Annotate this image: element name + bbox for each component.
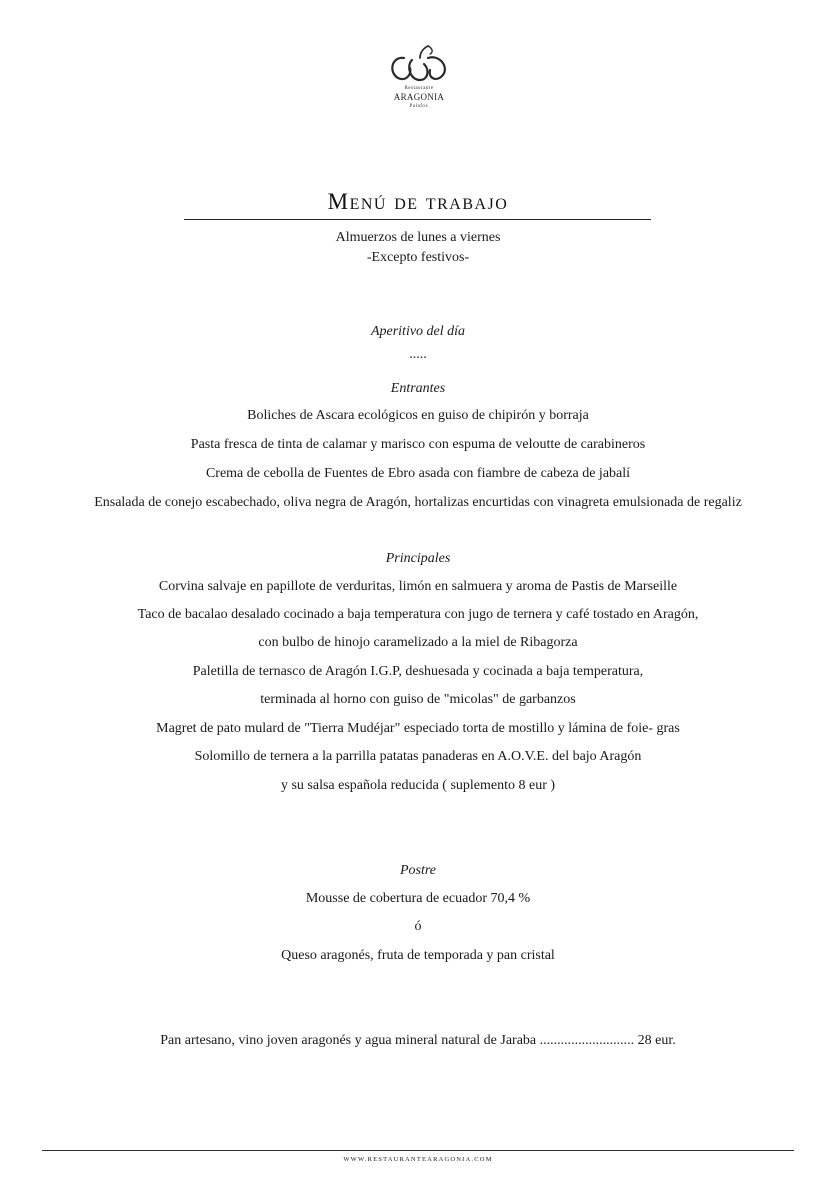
menu-item: Queso aragonés, fruta de temporada y pan cristal (281, 948, 555, 963)
section-heading-aperitivo: Aperitivo del día (370, 324, 466, 339)
restaurant-logo (384, 42, 454, 116)
menu-item: Boliches de Ascara ecológicos en guiso de chipirón y borraja (247, 408, 589, 423)
menu-item: Mousse de cobertura de ecuador 70,4 % (305, 891, 531, 906)
subtitle-exception: -Excepto festivos- (366, 250, 470, 265)
menu-item: Paletilla de ternasco de Aragón I.G.P, deshuesada y cocinada a baja temperatura, (192, 664, 644, 679)
section-heading-entrantes: Entrantes (390, 381, 446, 396)
menu-item: Corvina salvaje en papillote de verduritas, limón en salmuera y aroma de Pastis de Marseille (158, 579, 678, 594)
subtitle-days: Almuerzos de lunes a viernes (335, 230, 501, 245)
menu-item: terminada al horno con guiso de "micolas" de garbanzos (260, 692, 576, 707)
section-heading-principales: Principales (385, 551, 451, 566)
price-line: Pan artesano, vino joven aragonés y agua mineral natural de Jaraba ........................... 28 eur. (160, 1033, 676, 1048)
menu-item: Crema de cebolla de Fuentes de Ebro asada con fiambre de cabeza de jabalí (205, 466, 631, 481)
section-heading-postre: Postre (399, 863, 437, 878)
footer-divider (42, 1150, 794, 1151)
menu-item-or: ó (414, 919, 422, 934)
title-underline (184, 219, 651, 220)
logo-emblem-icon (384, 42, 454, 86)
menu-item: Pasta fresca de tinta de calamar y marisco con espuma de veloutte de carabineros (190, 437, 646, 452)
menu-item: Ensalada de conejo escabechado, oliva negra de Aragón, hortalizas encurtidas con vinagreta emulsionada de regaliz (94, 495, 742, 510)
menu-title: Menú de trabajo (327, 189, 509, 214)
footer-website: WWW.RESTAURANTEARAGONIA.COM (343, 1156, 493, 1163)
menu-item: Solomillo de ternera a la parrilla patatas panaderas en A.O.V.E. del bajo Aragón (194, 749, 642, 764)
menu-item: Magret de pato mulard de "Tierra Mudéjar" especiado torta de mostillo y lámina de foie- gras (156, 721, 680, 736)
logo-text-top: Restaurante (404, 86, 434, 91)
menu-item: con bulbo de hinojo caramelizado a la miel de Ribagorza (258, 635, 578, 650)
logo-text-name: ARAGONIA (393, 92, 445, 102)
menu-item: Taco de bacalao desalado cocinado a baja temperatura con jugo de ternera y café tostado en Aragón, (137, 607, 699, 622)
logo-text-bottom: Palafox (409, 104, 429, 109)
menu-item: y su salsa española reducida ( suplemento 8 eur ) (280, 778, 556, 793)
section-separator: ..... (409, 347, 427, 362)
